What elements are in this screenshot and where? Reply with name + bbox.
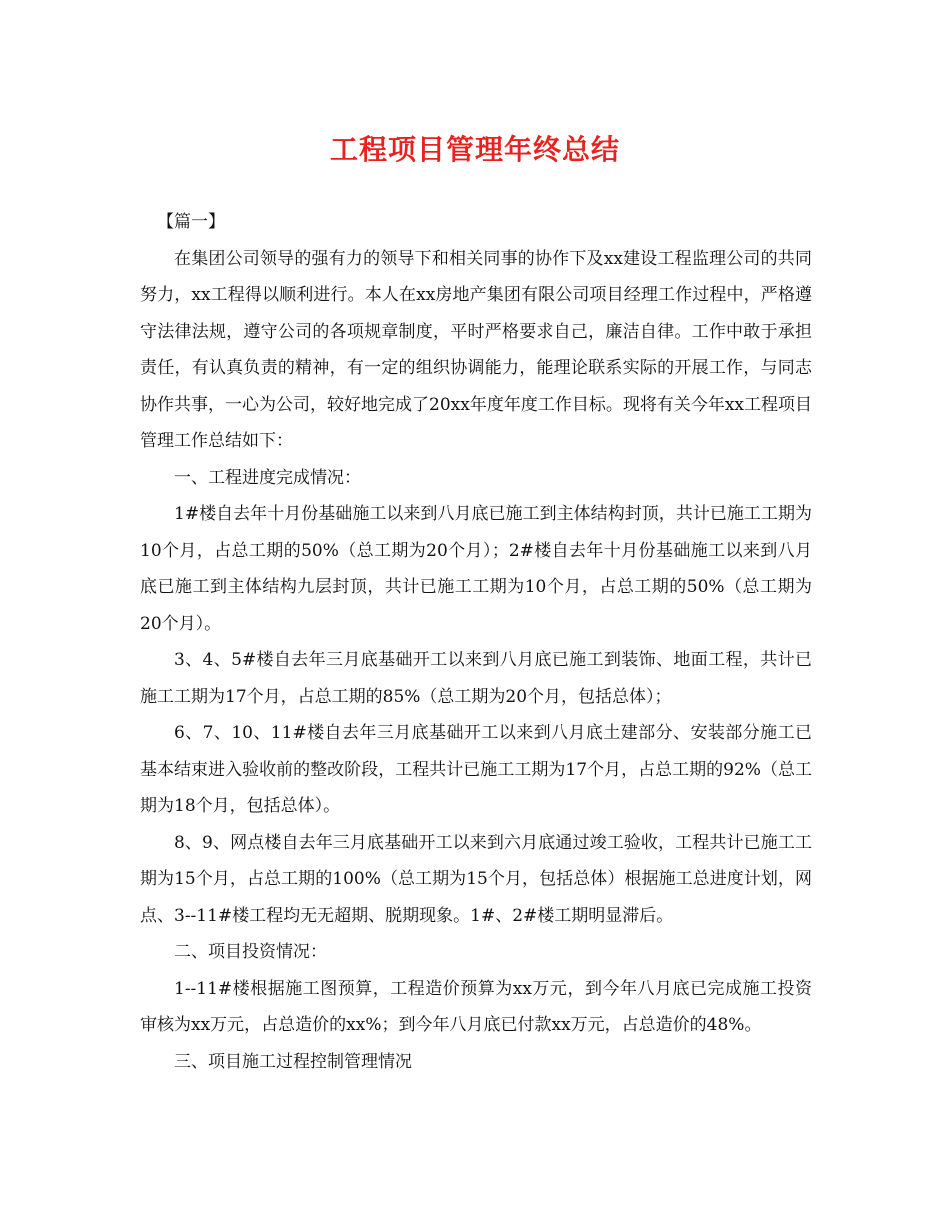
paragraph-intro: 在集团公司领导的强有力的领导下和相关同事的协作下及xx建设工程监理公司的共同努力，xx工程得以顺利进行。本人在xx房地产集团有限公司项目经理工作过程中，严格遵守法律法规，遵守公司的各项规章制度，平时严格要求自己，廉洁自律。工作中敢于承担责任，有认真负责的精神，有一定的组织协调能力，能理论联系实际的开展工作，与同志协作共事，一心为公司，较好地完成了20xx年度年度工作目标。现将有关今年xx工程项目管理工作总结如下： xyxy=(140,248,812,451)
heading-investment: 二、项目投资情况： xyxy=(174,942,327,962)
paragraph-building-1-2: 1#楼自去年十月份基础施工以来到八月底已施工到主体结构封顶，共计已施工工期为10个月，占总工期的50%（总工期为20个月）；2#楼自去年十月份基础施工以来到八月底已施工到主体结构九层封顶，共计已施工工期为10个月，占总工期的50%（总工期为20个月）。 xyxy=(140,504,812,634)
section-label: 【篇一】 xyxy=(157,212,225,232)
heading-progress: 一、工程进度完成情况： xyxy=(174,467,361,488)
heading-process-control: 三、项目施工过程控制管理情况 xyxy=(174,1051,412,1072)
paragraph-building-6-11: 6、7、10、11#楼自去年三月底基础开工以来到八月底土建部分、安装部分施工已基本结束进入验收前的整改阶段，工程共计已施工工期为17个月，占总工期的92%（总工期为18个月，包括总体）。 xyxy=(140,723,812,816)
paragraph-building-3-5: 3、4、5#楼自去年三月底基础开工以来到八月底已施工到装饰、地面工程，共计已施工工期为17个月，占总工期的85%（总工期为20个月，包括总体）； xyxy=(140,650,812,707)
paragraph-building-8-9: 8、9、网点楼自去年三月底基础开工以来到六月底通过竣工验收，工程共计已施工工期为15个月，占总工期的100%（总工期为15个月，包括总体）根据施工总进度计划，网点、3--11#楼工程均无无超期、脱期现象。1#、2#楼工期明显滞后。 xyxy=(140,832,812,926)
paragraph-investment: 1--11#楼根据施工图预算，工程造价预算为xx万元，到今年八月底已完成施工投资审核为xx万元，占总造价的xx%；到今年八月底已付款xx万元，占总造价的48%。 xyxy=(140,978,812,1035)
document-body xyxy=(140,204,812,1080)
document-title: 工程项目管理年终总结 xyxy=(329,133,620,166)
